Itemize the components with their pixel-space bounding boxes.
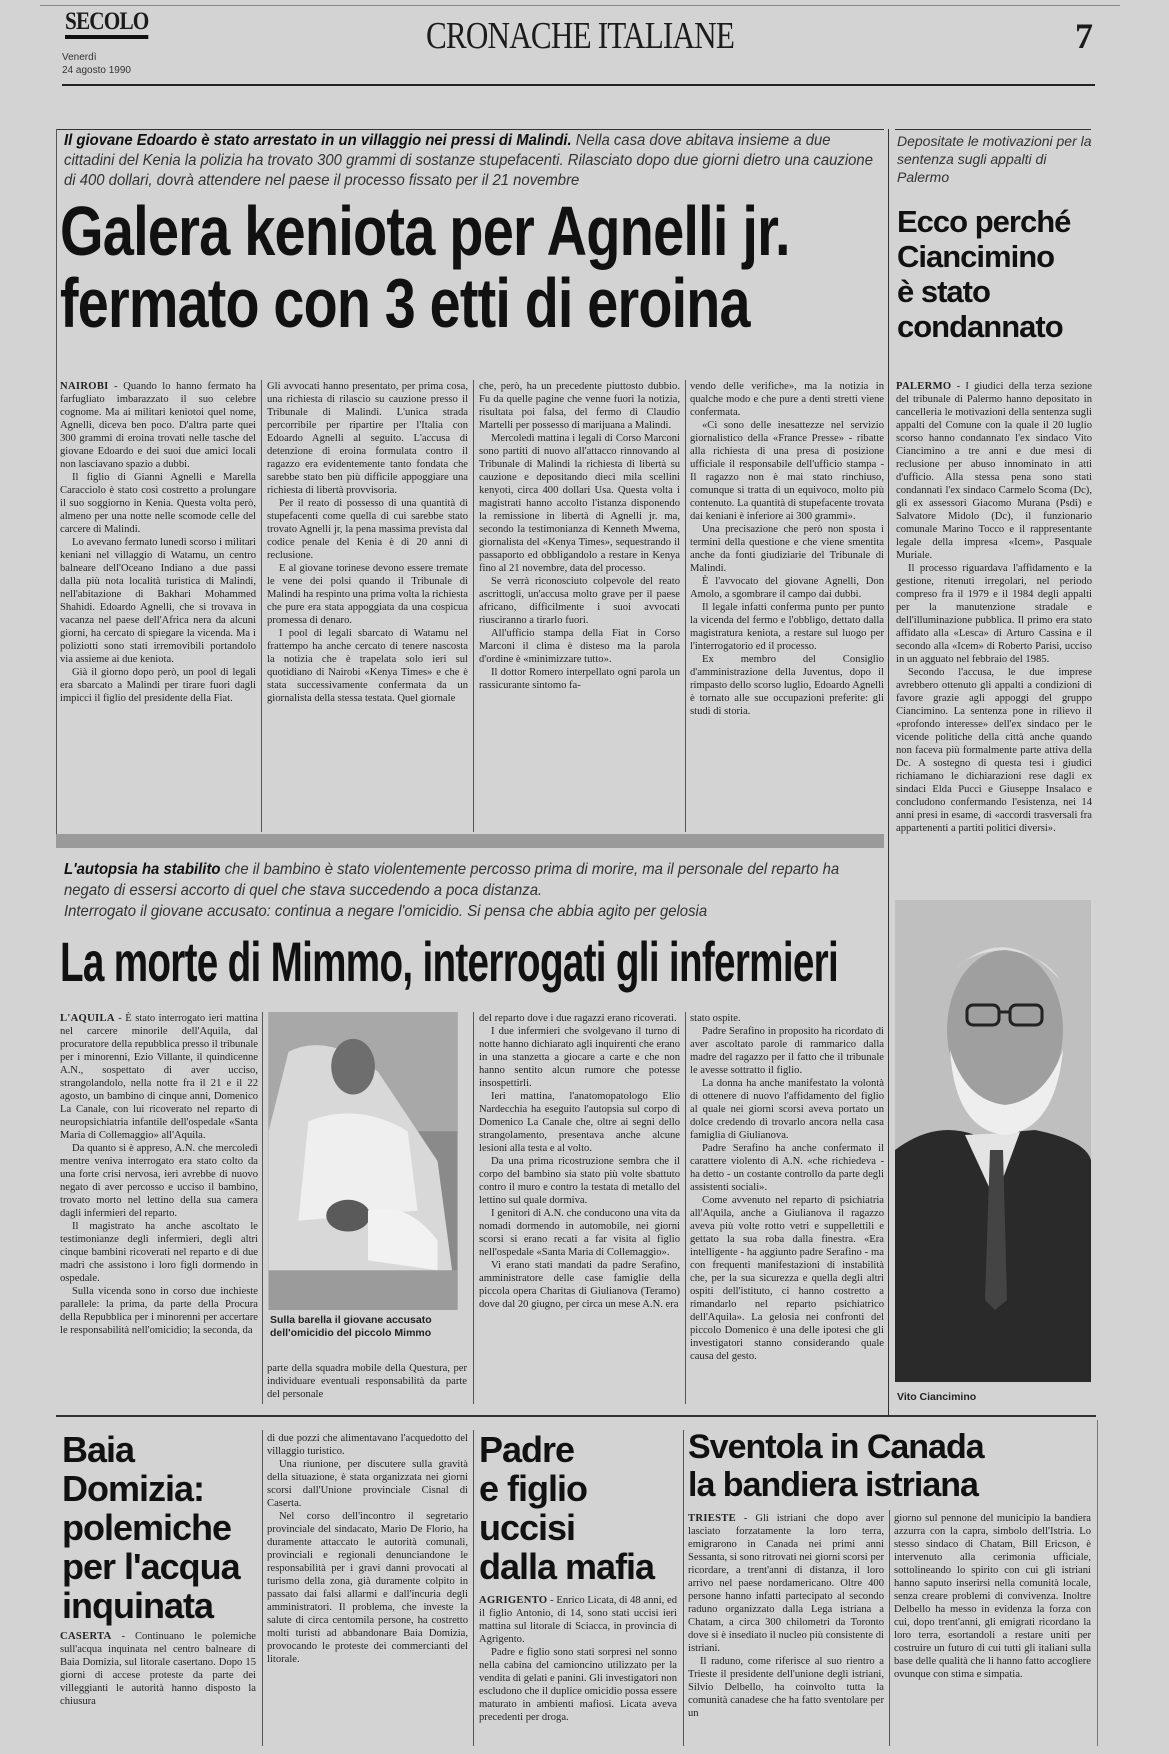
paragraph-text: I pool di legali sbarcato di Watamu nel frattempo ha anche cercato di tenere nascosta la notizia che è trapelata solo ieri sul quotidiano di Nairobi «Kenya Times» e che è stata successivamente confermata da un giornalista della stessa testata. Quel giornale (267, 628, 468, 704)
paragraph (690, 1077, 884, 1142)
paragraph-text: vendo delle verifiche», ma la notizia in qualche modo e che pure a denti stretti viene confermata. (690, 381, 884, 418)
baia-headline (62, 1430, 240, 1625)
right-edge-rule (1097, 1420, 1098, 1746)
paragraph (479, 1207, 680, 1259)
padre-headline-line: uccisi (479, 1507, 576, 1548)
column-rule (262, 1430, 263, 1746)
agnelli-kicker-text: Nella casa dove abitava insieme a due cittadini del Kenia la polizia ha trovato 300 grammi di sostanze stupefacenti. Rilasciato dopo due giorni dietro una cauzione di 400 dollari, dovrà attendere nel paese il processo fissato per il 21 novembre (64, 132, 873, 189)
agnelli-headline-line1: Galera keniota per Agnelli jr. (60, 192, 790, 270)
dateline: TRIESTE (688, 1513, 737, 1524)
paragraph (690, 1194, 884, 1363)
paragraph-text: Ieri mattina, l'anatomopatologo Elio Nardecchia ha eseguito l'autopsia sul corpo di Domenico La Canale che, oltre ai segni dello strangolamento, presentava anche alcune lesioni alla testa e al volto. (479, 1091, 680, 1154)
paragraph (267, 497, 468, 562)
paragraph (479, 1594, 677, 1646)
padre-headline (479, 1430, 654, 1586)
paragraph-text: Secondo l'accusa, le due imprese avrebbero ottenuto gli appalti a condizioni di favore grazie agli appoggi del gruppo Ciancimino. La sentenza pone in rilievo il «profondo interesse» dell'ex sindaco per le vicende politiche della città anche quando non faceva più formalmente parte attiva della Dc. A sostegno di questa tesi i giudici richiamano le dichiarazioni rese dagli ex sindaci Elda Pucci e Giuseppe Insalaco e concludono confermando l'esistenza, nei 14 anni presi in esame, di «accordi trasversali fra appartenenti a partiti politici diversi». (896, 667, 1092, 834)
paragraph-text: All'ufficio stampa della Fiat in Corso Marconi il clima è disteso ma la parola d'ordine è «minimizzare tutto». (479, 628, 680, 665)
agnelli-column-3 (479, 380, 680, 834)
baia-headline-line: inquinata (62, 1585, 213, 1626)
column-rule (473, 1430, 474, 1746)
paragraph-text: - I giudici della terza sezione del tribunale di Palermo hanno depositato in cancelleria le motivazioni della sentenza sugli appalti del Comune con la quale il 20 luglio scorso hanno condannato l'ex sindaco Vito Ciancimino a tre anni e due mesi di reclusione per abuso innominato in atti d'ufficio. Alla stessa pena sono stati condannati l'ex sindaco Carmelo Scoma (Dc), gli ex assessori Giacomo Murana (Psdi) e Salvatore Midolo (Dc), il funzionario comunale Marino Tocco e il rappresentante legale della impresa «Icem», Pasquale Muriale. (896, 381, 1092, 561)
paragraph-text: È l'avvocato del giovane Agnelli, Don Amolo, a sgombrare il campo dai dubbi. (690, 576, 884, 600)
paragraph-text: I genitori di A.N. che conducono una vita da nomadi dormendo in automobile, nei giorni scorsi si erano recati a far visita al figlio nell'ospedale «Santa Maria di Collemaggio». (479, 1208, 680, 1258)
section-title: CRONACHE ITALIANE (425, 15, 735, 57)
mimmo-headline: La morte di Mimmo, interrogati gli infermieri (60, 930, 839, 993)
paragraph-text: di due pozzi che alimentavano l'acquedotto del villaggio turistico. (267, 1433, 468, 1457)
paragraph (690, 653, 884, 718)
paragraph (267, 1362, 467, 1401)
box-top-rule (56, 129, 884, 130)
paragraph (479, 1155, 680, 1207)
column-rule (473, 380, 474, 832)
paragraph-text: Padre e figlio sono stati sorpresi nel sonno nella cabina del camioncino utilizzato per la vendita di gelati e panini. Gli investigatori non escludono che il duplice omicidio possa essere maturato in ambienti mafiosi. Licata aveva precedenti per droga. (479, 1647, 677, 1723)
paragraph (267, 627, 468, 705)
mimmo-kicker-lead: L'autopsia ha stabilito (64, 861, 221, 878)
mimmo-kicker-text: che il bambino è stato violentemente percosso prima di morire, ma il personale del reparto ha negato di essersi accorto di quel che stava succedendo a poca distanza. (64, 861, 840, 899)
paragraph (479, 575, 680, 627)
paragraph (267, 1458, 468, 1510)
paragraph (479, 666, 680, 692)
sventola-headline-line: Sventola in Canada (688, 1428, 984, 1466)
paragraph (690, 575, 884, 601)
agnelli-column-4 (690, 380, 884, 834)
sventola-column-2 (894, 1512, 1091, 1746)
paragraph (690, 1012, 884, 1025)
padre-body (479, 1594, 677, 1746)
paragraph (896, 380, 1092, 562)
agnelli-kicker (64, 131, 882, 191)
paragraph-text: - È stato interrogato ieri mattina nel carcere minorile dell'Aquila, dal procuratore della repubblica presso il tribunale per i minorenni, Ezio Villante, il quindicenne A.N., sospettato di aver ucciso, strangolandolo, nella notte fra il 21 e il 22 agosto, un bambino di cinque anni, Domenico La Canale, con lui ricoverato nel reparto di neuropsichiatria infantile dell'ospedale «Santa Maria di Collemaggio» all'Aquila. (60, 1013, 258, 1141)
paragraph-text: Una precisazione che però non sposta i termini della questione e che viene smentita anche da fonti giudiziarie del Tribunale di Malindi. (690, 524, 884, 574)
paragraph-text: Lo avevano fermato lunedì scorso i militari keniani nel villaggio di Watamu, un centro balneare dell'Oceano Indiano a due passi dalla più nota località turistica di Malindi, nell'abitazione di Bakhari Mohammed Shahidi. Edoardo Agnelli, che si trovava in vacanza nel paese dell'Africa nera da alcuni giorni, ha cercato di spiegare la vicenda. Ma i poliziotti sono stati irremovibili portandolo via assieme ai due keniota. (60, 537, 256, 665)
baia-column-2 (267, 1432, 468, 1746)
mimmo-kicker (64, 859, 882, 922)
paragraph-text: - Continuano le polemiche sull'acqua inquinata nel centro balneare di Baia Domizia, sul litorale casertano. Dopo 15 giorni di accese proteste da parte dei villeggianti le autorità hanno disposto la chiusura (60, 1631, 256, 1707)
paragraph-text: E al giovane torinese devono essere tremate le vene dei polsi quando il Tribunale di Malindi ha respinto una prima volta la richiesta che pure era stata appoggiata da una cospicua promessa di denaro. (267, 563, 468, 626)
paragraph-text: I due infermieri che svolgevano il turno di notte hanno dichiarato agli inquirenti che erano in una stanzetta a giocare a carte e che non hanno sentito alcun rumore che potesse insospettirli. (479, 1026, 680, 1089)
paragraph (690, 601, 884, 653)
paragraph (479, 432, 680, 575)
paragraph (690, 419, 884, 523)
paragraph-text: «Ci sono delle inesattezze nel servizio giornalistico della «France Presse» - ribatte alla richiesta di una presa di posizione ufficiale il responsabile dell'ufficio stampa - Il ragazzo non è mai stato rinchiuso, comunque si tratta di un equivoco, molto più contenuto. La quantità di stupefacente trovata dai keniani è inferiore ai 300 grammi». (690, 420, 884, 522)
paragraph (894, 1512, 1091, 1681)
paragraph (60, 536, 256, 666)
agnelli-column-1 (60, 380, 256, 834)
paragraph (60, 380, 256, 471)
dateline: NAIROBI (60, 381, 109, 392)
paragraph-text: Il legale infatti conferma punto per punto la vicenda del fermo e l'obbligo, dettato dalla magistratura keniota, a restare sul luogo per l'interrogatorio ed il processo. (690, 602, 884, 652)
paragraph (479, 627, 680, 666)
mimmo-photo (268, 1012, 458, 1310)
issue-date: 24 agosto 1990 (62, 65, 131, 76)
sventola-headline (688, 1428, 984, 1504)
dateline: CASERTA (60, 1631, 112, 1642)
agnelli-kicker-lead: Il giovane Edoardo è stato arrestato in un villaggio nei pressi di Malindi. (64, 132, 572, 149)
paragraph (479, 1090, 680, 1155)
dateline: L'AQUILA (60, 1013, 115, 1024)
agnelli-column-2 (267, 380, 468, 834)
paragraph-text: Sulla vicenda sono in corso due inchieste parallele: la prima, da parte della Procura della Repubblica per i minorenni per accertare le responsabilità nell'omicidio; la seconda, da (60, 1286, 258, 1336)
page-number: 7 (1075, 16, 1093, 56)
right-column-rule (888, 129, 889, 1415)
masthead-logo: SECOLO (65, 9, 148, 39)
baia-headline-line: Baia (62, 1429, 135, 1470)
padre-headline-line: dalla mafia (479, 1546, 655, 1587)
agnelli-headline-line2: fermato con 3 etti di eroina (60, 264, 750, 342)
paragraph-text: - Enrico Licata, di 48 anni, ed il figlio Antonio, di 14, sono stati uccisi ieri mattina sul litorale di Sciacca, in provincia di Agrigento. (479, 1595, 677, 1645)
paragraph (479, 1259, 680, 1311)
paragraph-text: Gli avvocati hanno presentato, per prima cosa, una richiesta di rilascio su cauzione presso il Tribunale di Malindi. L'unica strada percorribile per ripartire per l'Italia con Edoardo Agnelli al seguito. L'accusa di detenzione di eroina formulata contro il ragazzo era evidentemente tanto fondata che sarebbe stato ben più difficile appoggiare una richiesta di libertà provvisoria. (267, 381, 468, 496)
baia-headline-line: per l'acqua (62, 1546, 240, 1587)
paragraph-text: Nel corso dell'incontro il segretario provinciale del sindacato, Mario De Florio, ha duramente attaccato le autorità comunali, provinciali e regionali denunciandone le responsabilità per i gravi danni provocati al turismo della zona, già duramente colpito in passato dai falsi allarmi e dall'incuria degli amministratori. Il problema, che investe la salute di circa centomila persone, ha costretto molti turisti ad abbandonare Baia Domizia, provocando le proteste dei commercianti del litorale. (267, 1511, 468, 1665)
dateline: AGRIGENTO (479, 1595, 548, 1606)
paragraph (60, 1012, 258, 1142)
column-rule (685, 1012, 686, 1404)
paragraph-text: Il processo riguardava l'affidamento e la gestione, ritenuti irregolari, nel periodo compreso fra il 1979 e il 1984 degli appalti per la manutenzione stradale e dell'illuminazione pubblica. Il primo era stato affidato alla «Lesca» di Arturo Cassina e il secondo alla «Icem» di Roberto Parisi, ucciso in un agguato nel febbraio del 1985. (896, 563, 1092, 665)
ciancimino-headline (897, 204, 1097, 344)
mimmo-column-3 (479, 1012, 680, 1404)
paragraph-text: Da una prima ricostruzione sembra che il corpo del bambino sia stato più volte sbattuto contro il muro e contro la testata di metallo del lettino sul quale dormiva. (479, 1156, 680, 1206)
issue-day: Venerdì (62, 52, 97, 63)
mimmo-column-1 (60, 1012, 258, 1404)
column-rule (473, 1012, 474, 1404)
paragraph (267, 380, 468, 497)
paragraph (690, 380, 884, 419)
baia-headline-line: polemiche (62, 1507, 232, 1548)
mimmo-column-4 (690, 1012, 884, 1404)
paragraph (690, 1025, 884, 1077)
mimmo-photo-caption: Sulla barella il giovane accusato dell'omicidio del piccolo Mimmo (270, 1314, 432, 1339)
paragraph (479, 380, 680, 432)
paragraph-text: stato ospite. (690, 1013, 741, 1024)
paragraph-text: giorno sul pennone del municipio la bandiera azzurra con la capra, simbolo dell'Istria. Lo stesso sindaco di Chatam, Bill Ericson, è intervenuto alla cerimonia ufficiale, sottolineando lo spirito con cui gli istriani hanno saputo inserirsi nella comunità locale, senza creare problemi di convivenza. Inoltre Delbello ha messo in evidenza la forza con cui, dopo trent'anni, gli emigrati ricordano la loro terra, esortandoli a restare uniti per costruire un futuro di cui tutti gli italiani sulla base delle qualità che li hanno fatto accogliere ovunque con stima e simpatia. (894, 1513, 1091, 1680)
paragraph-text: Il magistrato ha anche ascoltato le testimonianze degli infermieri, degli altri cinque bambini ricoverati nel reparto e di due madri che assistono i loro figli dormendo in ospedale. (60, 1221, 258, 1284)
dateline: PALERMO (896, 381, 952, 392)
sventola-column-1 (688, 1512, 884, 1746)
paragraph-text: - Gli istriani che dopo aver lasciato forzatamente la loro terra, emigrarono in Canada nei primi anni Sessanta, si sono ritrovati nei giorni scorsi per ricordare, a trent'anni di distanza, il loro arrivo nel paese nordamericano. Oltre 400 persone hanno infatti partecipato al secondo raduno organizzato dalla Lega istriana a Chatam, a circa 300 chilometri da Toronto dove si è insediato il nucleo più consistente di istriani. (688, 1513, 884, 1654)
paragraph (267, 562, 468, 627)
mimmo-kicker-line3: Interrogato il giovane accusato: continua a negare l'omicidio. Si pensa che abbia agito per gelosia (64, 903, 708, 920)
paragraph-text: La donna ha anche manifestato la volontà di ottenere di nuovo l'affidamento del figlio al quale nei giorni scorsi aveva portato un dolce credendo di trovarlo ancora nella casa famiglia di Giulianova. (690, 1078, 884, 1141)
paragraph (267, 1432, 468, 1458)
paragraph (60, 1630, 256, 1708)
ciancimino-headline-line: condannato (897, 309, 1063, 344)
paragraph-text: Mercoledì mattina i legali di Corso Marconi sono partiti di nuovo all'attacco rinnovando al Tribunale di Malindi la richiesta di libertà su cauzione e depositando dieci mila scellini kenyoti, circa 400 dollari Usa. Questa volta i magistrati hanno accolto l'istanza disponendo la remissione in libertà di Agnelli jr. ma, secondo la testimonianza di Kenneth Mwema, giornalista del «Kenya Times», sequestrando il passaporto ed obbligandolo a restare in Kenya fino al 21 novembre, data del processo. (479, 433, 680, 574)
paragraph-text: Il figlio di Gianni Agnelli e Marella Caracciolo è stato così costretto a prolungare il suo soggiorno in Kenia. Questa volta però, almeno per una notte nelle scomode celle del carcere di Malindi. (60, 472, 256, 535)
paragraph (896, 562, 1092, 666)
paragraph-text: Da quanto si è appreso, A.N. che mercoledì mentre veniva interrogato era stato colto da una forte crisi nervosa, ieri avrebbe di nuovo negato di aver percosso e ucciso il bambino, trovato morto nel lettino della sua camera dagli infermieri del reparto. (60, 1143, 258, 1219)
ciancimino-body (896, 380, 1092, 894)
paragraph-text: Ex membro del Consiglio d'amministrazione della Juventus, dopo il rimpasto dello scorso luglio, Edoardo Agnelli è tornato alle sue occupazioni preferite: gli studi di storia. (690, 654, 884, 717)
paragraph (479, 1012, 680, 1025)
box-left-rule (56, 129, 57, 834)
paragraph-text: Il raduno, come riferisce al suo rientro a Trieste il presidente dell'unione degli istriani, Silvio Delbello, ha coinvolto tutta la comunità canadese che ha fatto sventolare per un (688, 1656, 884, 1719)
ciancimino-kicker: Depositate le motivazioni per la sentenza sugli appalti di Palermo (897, 133, 1092, 185)
padre-headline-line: e figlio (479, 1468, 587, 1509)
column-rule (685, 380, 686, 832)
column-rule (683, 1430, 684, 1746)
paragraph-text: Il dottor Romero interpellato ogni parola un rassicurante sintomo fa- (479, 667, 680, 691)
bottom-section-rule (56, 1415, 1096, 1417)
paragraph-text: Padre Serafino ha anche confermato il carattere violento di A.N. «che richiedeva - ha detto - un costante controllo da parte degli assistenti sociali». (690, 1143, 884, 1193)
ciancimino-headline-line: Ecco perché (897, 204, 1071, 239)
paragraph-text: Padre Serafino in proposito ha ricordato di aver ascoltato parole di rammarico dalla madre del ragazzo per il fatto che il tribunale le avesse sottratto il figlio. (690, 1026, 884, 1076)
column-rule (889, 1510, 890, 1746)
paragraph (690, 1142, 884, 1194)
paragraph-text: Se verrà riconosciuto colpevole del reato ascrittogli, un'accusa molto grave per il paese africano, difficilmente i suoi avvocati riusciranno a tirarlo fuori. (479, 576, 680, 626)
paragraph-text: del reparto dove i due ragazzi erano ricoverati. (479, 1013, 677, 1024)
paragraph (690, 523, 884, 575)
paragraph (896, 666, 1092, 835)
mimmo-column-2 (267, 1362, 467, 1404)
ciancimino-photo-caption: Vito Ciancimino (897, 1391, 977, 1403)
paragraph (479, 1025, 680, 1090)
baia-column-1 (60, 1630, 256, 1746)
sventola-headline-line: la bandiera istriana (688, 1466, 978, 1504)
paragraph (60, 471, 256, 536)
top-edge-rule (40, 5, 1120, 6)
paragraph (60, 666, 256, 705)
paragraph-text: che, però, ha un precedente piuttosto dubbio. Fu da quelle pagine che venne fuori la notizia, risultata poi falsa, del fermo di Claudio Martelli per possesso di marijuana a Malindi. (479, 381, 680, 431)
paragraph-text: parte della squadra mobile della Questura, per individuare eventuali responsabilità da parte del personale (267, 1363, 467, 1400)
paragraph (60, 1220, 258, 1285)
paragraph-text: Una riunione, per discutere sulla gravità della situazione, è stata organizzata nei giorni scorsi dall'Unione provinciale Cisnal di Caserta. (267, 1459, 468, 1509)
paragraph (479, 1646, 677, 1724)
ciancimino-headline-line: Ciancimino (897, 239, 1055, 274)
paragraph (267, 1510, 468, 1666)
separator-bar (56, 834, 884, 848)
paragraph (688, 1512, 884, 1655)
paragraph (688, 1655, 884, 1720)
paragraph-text: Già il giorno dopo però, un pool di legali era sbarcato a Malindi per tirare fuori dagli impicci il figlio del presidente della Fiat. (60, 667, 256, 704)
column-rule (262, 1012, 263, 1404)
paragraph-text: Come avvenuto nel reparto di psichiatria all'Aquila, anche a Giulianova il ragazzo aveva più volte rotto vetri e suppellettili e gettato la sua roba dalla finestra. «Era intelligente - ha aggiunto padre Serafino - ma con frequenti manifestazioni di instabilità che, per la sua sicurezza e quella degli altri ospiti dell'istituto, ci hanno costretto a rimandarlo nel reparto psichiatrico dell'Aquila». La gelosia nei confronti del piccolo Domenico è una delle ipotesi che gli investigatori stanno considerando quale causa del gesto. (690, 1195, 884, 1362)
right-top-rule (895, 129, 1091, 130)
paragraph (60, 1285, 258, 1337)
paragraph-text: - Quando lo hanno fermato ha farfugliato imbarazzato il suo celebre cognome. Ma ai militari keniotoi quel nome, Agnelli, diceva ben poco. D'altra parte quei 300 grammi di eroina trovati nelle tasche del giovane Edoardo e dei suoi due amici locali non lasciavano spazio a dubbi. (60, 381, 256, 470)
padre-headline-line: Padre (479, 1429, 575, 1470)
header-rule (62, 84, 1095, 86)
paragraph (60, 1142, 258, 1220)
paragraph-text: Vi erano stati mandati da padre Serafino, amministratore delle case famiglie della piccola opera Charitas di Giulianova (Teramo) dove dal 20 giugno, per circa un mese A.N. era (479, 1260, 680, 1310)
ciancimino-headline-line: è stato (897, 274, 990, 309)
column-rule (261, 380, 262, 832)
baia-headline-line: Domizia: (62, 1468, 205, 1509)
ciancimino-photo (895, 900, 1091, 1382)
paragraph-text: Per il reato di possesso di una quantità di stupefacenti come quella di cui sarebbe stato trovato Agnelli jr, la pena massima prevista dal codice penale del Kenia è di 20 anni di reclusione. (267, 498, 468, 561)
